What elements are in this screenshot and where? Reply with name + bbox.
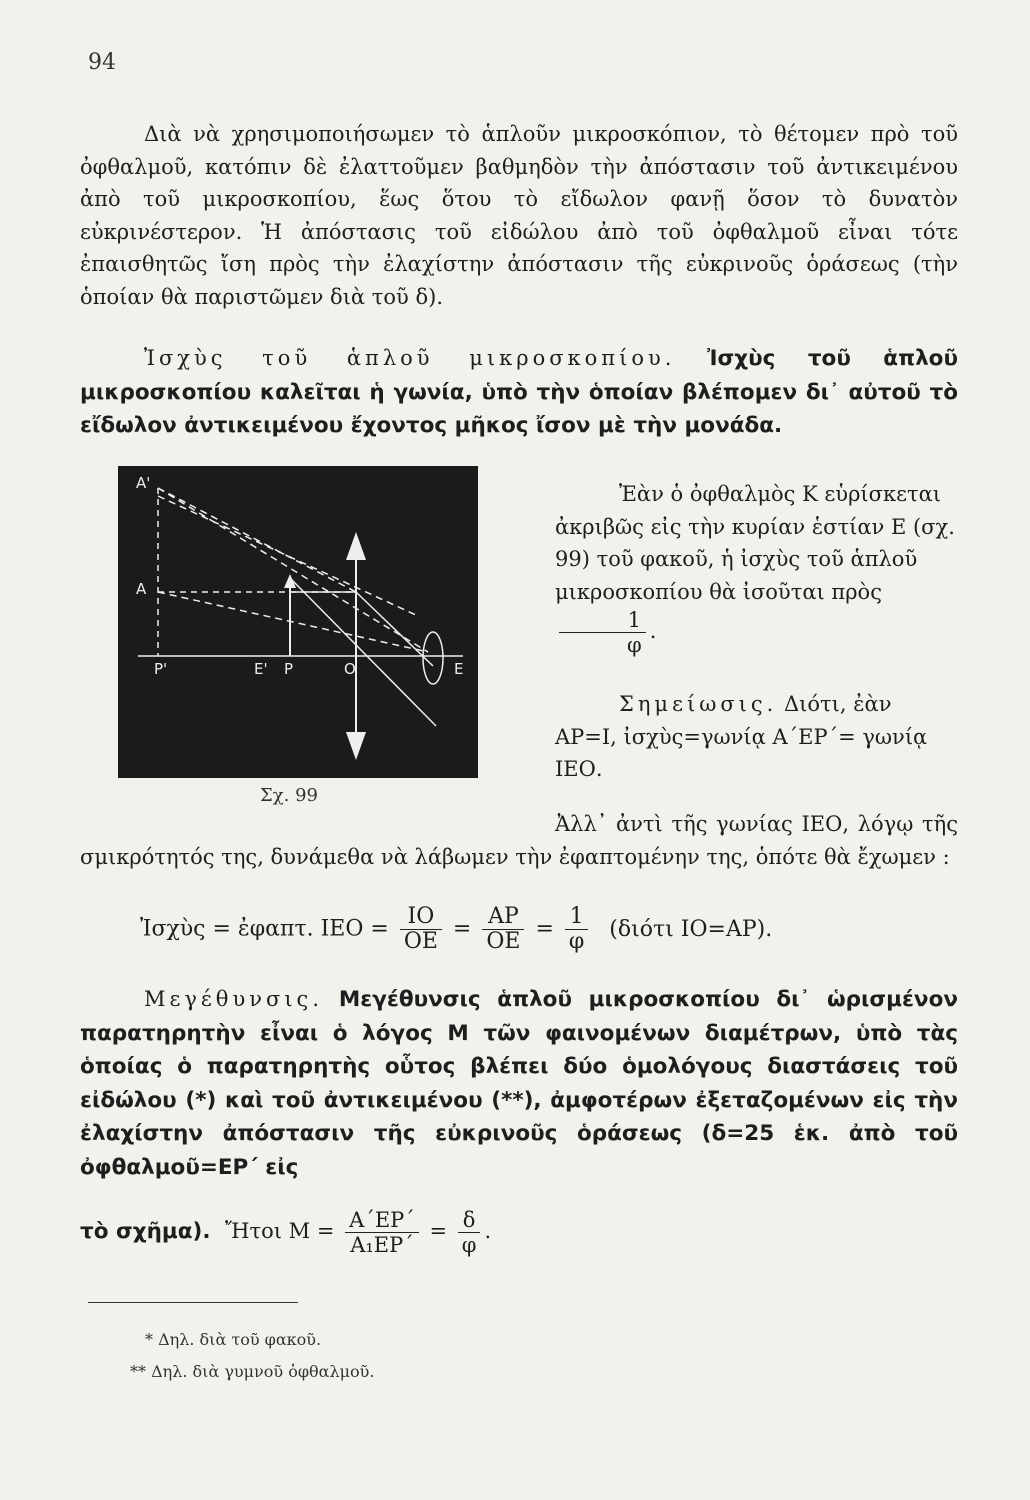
note-body: Διότι, ἐὰν ΑΡ=Ι, ἰσχὺς=γωνίᾳ Α΄ΕΡ΄= γωνίᾳ ΙΕΟ. bbox=[555, 692, 928, 781]
formula-f1-den: ΟΕ bbox=[403, 929, 438, 954]
m-f1-den: Α₁ΕΡ΄ bbox=[350, 1233, 414, 1257]
formula-lhs: Ἰσχὺς = ἐφαπτ. ΙΕΟ = bbox=[140, 916, 389, 942]
m-f2-num: δ bbox=[458, 1208, 481, 1233]
label-E: E bbox=[454, 660, 464, 678]
m-f1-num: Α΄ΕΡ΄ bbox=[345, 1208, 419, 1233]
m-f2-den: φ bbox=[461, 1233, 477, 1257]
formula-note: (διότι ΙΟ=ΑΡ). bbox=[609, 916, 773, 942]
definition-magnification: Μεγέθυνσις ἁπλοῦ μικροσκοπίου δι᾽ ὡρισμένον παρατηρητὴν εἶναι ὁ λόγος Μ τῶν φαινομένων διαμέτρων, ὑπὸ τὰς ὁποίας ὁ παρατηρητὴς οὗτος βλέπει δύο ὁμολόγους διαστάσεις τοῦ εἰδώλου (*) καὶ τοῦ ἀντικειμένου (**), ἀμφοτέρων ἐξεταζομένων εἰς τὴν ἐλαχίστην ἀπόστασιν τῆς εὐκρινοῦς ὁράσεως (δ=25 ἑκ. ἀπὸ τοῦ ὀφθαλμοῦ=ΕΡ΄ εἰς bbox=[80, 987, 958, 1180]
figure-caption: Σχ. 99 bbox=[260, 785, 318, 806]
label-O: O bbox=[344, 660, 356, 678]
note-heading: Σημείωσις. bbox=[619, 692, 778, 716]
paragraph-power bbox=[80, 342, 958, 443]
magnification-fraction-1 bbox=[345, 1208, 419, 1257]
magnification-formula-line: τὸ σχῆμα). Ἤτοι Μ = $\frac{A΄EP΄}{\text{Α₁ΕΡ΄}}$ = $\frac{\delta}{\varphi}$ . bbox=[80, 1208, 492, 1257]
formula-f2-num: ΑΡ bbox=[482, 905, 524, 930]
label-A-prime: A' bbox=[136, 474, 151, 492]
footnote-1: * Δηλ. διὰ τοῦ φακοῦ. bbox=[145, 1330, 322, 1349]
fraction-numerator: 1 bbox=[559, 608, 646, 633]
section-heading-magnification: Μεγέθυνσις. bbox=[144, 987, 323, 1011]
label-A: A bbox=[136, 580, 147, 598]
formula-f3-den: φ bbox=[568, 929, 585, 954]
fraction-denominator: φ bbox=[627, 633, 642, 657]
paragraph-usage bbox=[80, 118, 958, 313]
figure-99-lens-diagram bbox=[118, 466, 478, 778]
last-line-eq: Ἤτοι Μ = bbox=[225, 1219, 335, 1243]
label-E-prime: E' bbox=[254, 660, 268, 678]
page-number: 94 bbox=[88, 50, 116, 75]
side-text-eye: Ἐὰν ὁ ὀφθαλμὸς Κ εὑρίσκεται ἀκριβῶς εἰς τὴν κυρίαν ἑστίαν Ε (σχ. 99) τοῦ φακοῦ, ἡ ἰσχὺς τοῦ ἁπλοῦ μικροσκοπίου θὰ ἰσοῦται πρὸς $\frac{1}{\varphi}$ . bbox=[555, 482, 955, 657]
formula-fraction-3 bbox=[565, 905, 588, 954]
label-P-prime: P' bbox=[154, 660, 168, 678]
paragraph-usage-text: Διὰ νὰ χρησιμοποιήσωμεν τὸ ἁπλοῦν μικροσκόπιον, τὸ θέτομεν πρὸ τοῦ ὀφθαλμοῦ, κατόπιν δὲ ἐλαττοῦμεν βαθμηδὸν τὴν ἀπόστασιν τοῦ ἀντικειμένου ἀπὸ τοῦ μικροσκοπίου, ἕως ὅτου τὸ εἴδωλον φανῇ ὅσον τὸ δυνατὸν εὐκρινέστερον. Ἡ ἀπόστασις τοῦ εἰδώλου ἀπὸ τοῦ ὀφθαλμοῦ εἶναι τότε ἐπαισθητῶς ἴση πρὸς τὴν ἐλαχίστην ἀπόστασιν τῆς εὐκρινοῦς ὁράσεως (τὴν ὁποίαν θὰ παριστῶμεν διὰ τοῦ δ). bbox=[80, 122, 958, 309]
label-P: P bbox=[284, 660, 294, 678]
paragraph-magnification bbox=[80, 983, 958, 1184]
side-text-eye-body: Ἐὰν ὁ ὀφθαλμὸς Κ εὑρίσκεται ἀκριβῶς εἰς τὴν κυρίαν ἑστίαν Ε (σχ. 99) τοῦ φακοῦ, ἡ ἰσχὺς τοῦ ἁπλοῦ μικροσκοπίου θὰ ἰσοῦται πρὸς bbox=[555, 482, 955, 604]
formula-f1-num: ΙΟ bbox=[400, 905, 442, 930]
figure-background bbox=[118, 466, 478, 778]
definition-power: Ἰσχὺς τοῦ ἁπλοῦ μικροσκοπίου καλεῖται ἡ γωνία, ὑπὸ τὴν ὁποίαν βλέπομεν δι᾽ αὐτοῦ τὸ εἴδωλον ἀντικειμένου ἔχοντος μῆκος ἴσον μὲ τὴν μονάδα. bbox=[80, 346, 958, 438]
footnote-2: ** Δηλ. διὰ γυμνοῦ ὀφθαλμοῦ. bbox=[130, 1362, 375, 1381]
section-heading-power: Ἰσχὺς τοῦ ἁπλοῦ μικροσκοπίου. bbox=[144, 346, 676, 370]
fraction-one-over-phi bbox=[559, 608, 646, 657]
footnote-divider bbox=[88, 1302, 298, 1303]
side-text-note bbox=[555, 688, 958, 786]
formula-power: Ἰσχὺς = ἐφαπτ. ΙΕΟ = $\frac{IO}{OE}$ = $\frac{AP}{OE}$ = $\frac{1}{\varphi}$ (διότι ΙΟ=ΑΡ). bbox=[140, 904, 773, 954]
magnification-fraction-2 bbox=[458, 1208, 481, 1257]
formula-fraction-1 bbox=[400, 905, 442, 954]
last-line-prefix: τὸ σχῆμα). bbox=[80, 1219, 211, 1244]
paragraph-tangent bbox=[80, 808, 958, 873]
formula-f3-num: 1 bbox=[565, 905, 588, 930]
paragraph-tangent-text: Ἀλλ᾽ ἀντὶ τῆς γωνίας ΙΕΟ, λόγῳ τῆς σμικρότητός της, δυνάμεθα νὰ λάβωμεν τὴν ἐφαπτομένην της, ὁπότε θὰ ἔχωμεν : bbox=[80, 812, 958, 869]
formula-f2-den: ΟΕ bbox=[486, 929, 521, 954]
formula-fraction-2 bbox=[482, 905, 524, 954]
